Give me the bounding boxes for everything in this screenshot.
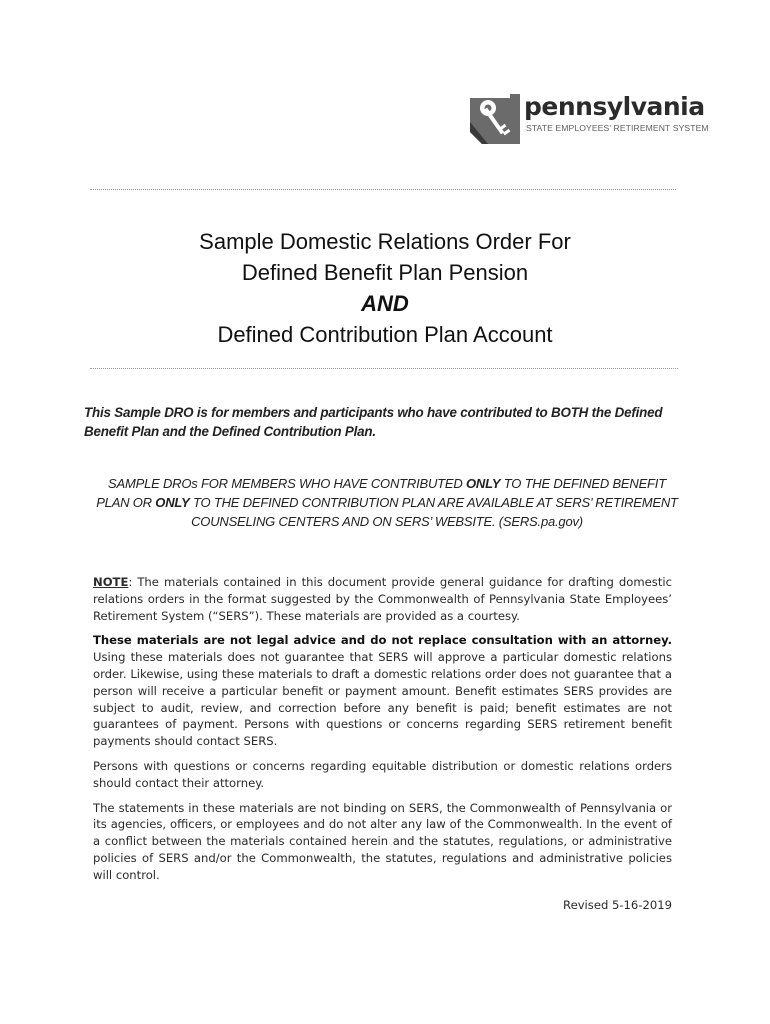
divider-top: [90, 189, 676, 190]
legal-bold: These materials are not legal advice and do not replace consultation with an attorney.: [93, 633, 672, 648]
notice-text-2: TO THE DEFINED BENEFIT PLAN OR: [96, 476, 666, 510]
intro-statement: [84, 403, 688, 441]
legal-text: Using these materials does not guarantee that SERS will approve a particular domestic relations order. Likewise, using these materials to draft a domestic relations order does not guarantee that a person will receive a particular benefit or payment amount. Benefit estimates SERS provides are subject to audit, review, and correction before any benefit is paid; benefit estimates are not guarantees of payment. Persons with questions or concerns regarding SERS retirement benefit payments should contact SERS.: [93, 650, 672, 749]
logo-subtitle: STATE EMPLOYEES' RETIREMENT SYSTEM: [526, 123, 709, 133]
notice-only-1: ONLY: [465, 476, 501, 491]
sers-logo: [468, 92, 709, 146]
note-label: NOTE: [93, 575, 129, 589]
equitable-paragraph: Persons with questions or concerns regarding equitable distribution or domestic relations orders should contact their attorney.: [93, 758, 672, 790]
legal-advice-paragraph: [93, 632, 672, 750]
intro-text-1: This Sample DRO is for members and participants who have contributed to: [84, 405, 552, 420]
notice-text-3: TO THE DEFINED CONTRIBUTION PLAN ARE AVAILABLE AT SERS’ RETIREMENT COUNSELING CENTERS AND ON SERS’ WEBSITE. (SERS.pa.gov): [189, 495, 678, 529]
intro-text-2: the Defined Benefit Plan and the Defined Contribution Plan.: [84, 405, 663, 439]
title-line-4: Defined Contribution Plan Account: [217, 322, 553, 347]
title-and: AND: [361, 291, 409, 316]
revised-date: Revised 5-16-2019: [563, 898, 672, 912]
note-text: : The materials contained in this document provide general guidance for drafting domestic relations orders in the format suggested by the Commonwealth of Pennsylvania State Employees’ Retirement System (“SERS”). These materials are provided as a courtesy.: [93, 575, 672, 623]
keystone-key-icon: [468, 92, 522, 146]
title-line-1: Sample Domestic Relations Order For: [199, 229, 571, 254]
document-title: [90, 226, 680, 350]
note-paragraph: [93, 574, 672, 624]
notice-only-2: ONLY: [155, 495, 190, 510]
availability-notice: [90, 474, 684, 531]
statements-paragraph: The statements in these materials are not binding on SERS, the Commonwealth of Pennsylvania or its agencies, officers, or employees and do not alter any law of the Commonwealth. In the event of a conflict between the materials contained herein and the statutes, regulations, or administrative policies of SERS and/or the Commonwealth, the statutes, regulations and administrative policies will control.: [93, 800, 672, 882]
logo-wordmark: pennsylvania: [524, 92, 705, 121]
body-text: [93, 574, 672, 892]
title-line-2: Defined Benefit Plan Pension: [241, 260, 529, 285]
intro-emphasis: BOTH: [551, 405, 589, 420]
notice-text-1: SAMPLE DROs FOR MEMBERS WHO HAVE CONTRIBUTED: [108, 476, 466, 491]
divider-middle: [90, 368, 678, 369]
